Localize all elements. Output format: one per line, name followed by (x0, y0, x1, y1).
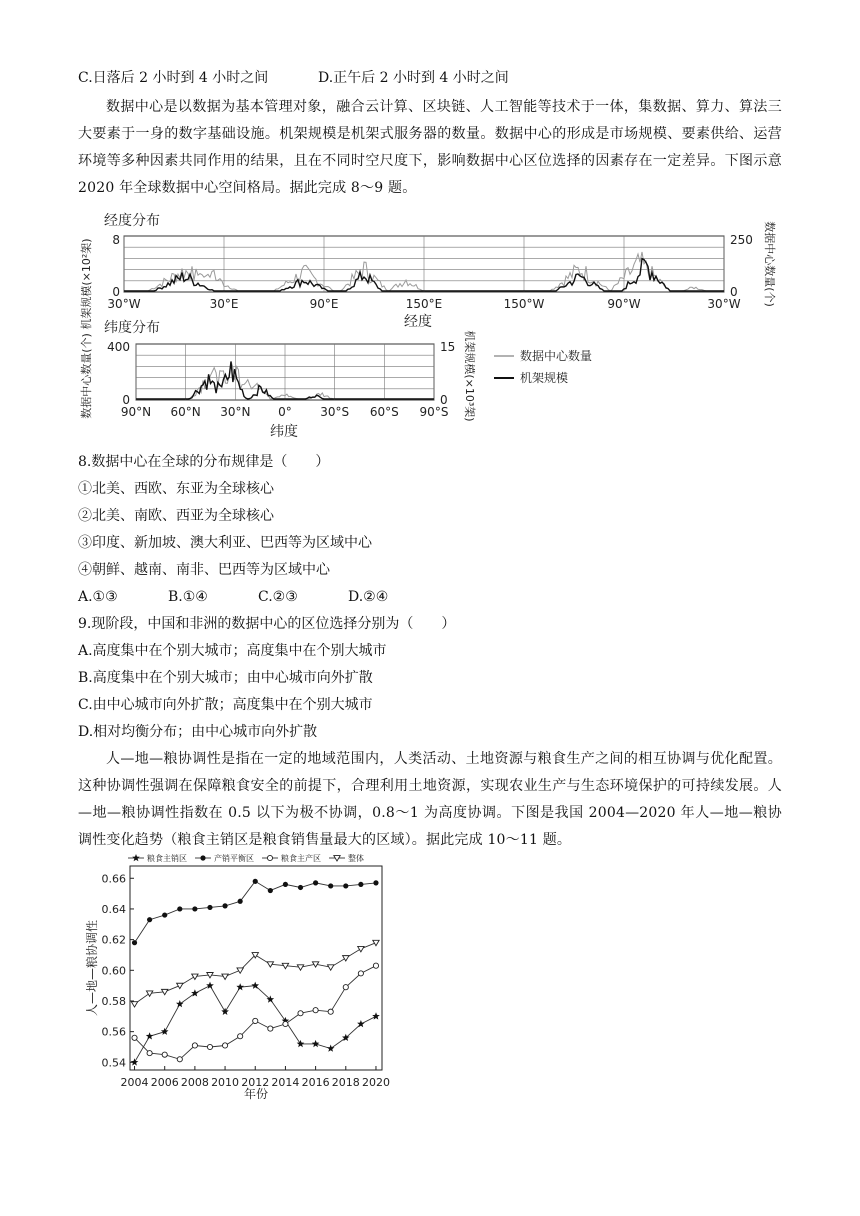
lat-right-axis-label: 机架规模(×10³架) (463, 330, 476, 422)
legend-label: 产销平衡区 (214, 854, 254, 863)
q8-item-1: ①北美、西欧、东亚为全球核心 (78, 481, 274, 497)
lon-tick-label: 30°W (107, 297, 141, 311)
data-point-open-circle (177, 1057, 182, 1062)
data-point-star (236, 983, 244, 990)
legend-label: 整体 (348, 854, 364, 863)
q7-option-c: C.日落后 2 小时到 4 小时之间 (78, 70, 269, 86)
data-point-open-triangle (177, 983, 183, 988)
q8-option-a: A.①③ (78, 589, 118, 605)
series-2 (132, 963, 379, 1062)
lon-title: 经度分布 (104, 213, 160, 229)
lat-tick-label: 0° (278, 405, 292, 419)
data-point-star (312, 1040, 320, 1047)
lat-tick-label: 90°N (120, 405, 152, 419)
passage-coordination: 人—地—粮协调性是指在一定的地域范围内，人类活动、土地资源与粮食生产之间的相互协调与优化配置。这种协调性强调在保障粮食安全的前提下，合理利用土地资源，实现农业生产与生态环境保护的可持续发展。人—地—粮协调性指数在 0.5 以下为极不协调，0.8～1 为高度协调。下图是我国 2004—2020 年人—地—粮协调性变化趋势（粮食主销区是粮食销售量最大的区域）。据此完成 10～11 题。 (78, 751, 782, 848)
data-point-open-circle (267, 855, 272, 860)
lat-tick-label: 30°S (320, 405, 350, 419)
lon-right-max: 250 (730, 233, 753, 247)
data-point-filled-circle (373, 880, 378, 885)
series-1 (132, 879, 379, 946)
data-point-filled-circle (177, 906, 182, 911)
passage-data-center: 数据中心是以数据为基本管理对象，融合云计算、区块链、人工智能等技术于一体，集数据、算力、算法三大要素于一身的数字基础设施。机架规模是机架式服务器的数量。数据中心的形成是市场规模、要素供给、运营环境等多种因素共同作用的结果，且在不同时空尺度下，影响数据中心区位选择的因素存在一定差异。下图示意 2020 年全球数据中心空间格局。据此完成 8～9 题。 (78, 99, 782, 196)
q9-option-b: B.高度集中在个别大城市；由中心城市向外扩散 (78, 670, 373, 686)
data-point-open-triangle (343, 956, 349, 961)
legend-rack-label: 机架规模 (520, 371, 569, 385)
data-point-open-circle (192, 1043, 197, 1048)
data-point-filled-circle (268, 888, 273, 893)
data-point-filled-circle (147, 917, 152, 922)
q8-item-4: ④朝鲜、越南、南非、巴西等为区域中心 (78, 562, 330, 578)
data-point-open-triangle (327, 965, 333, 970)
data-point-star (161, 1028, 169, 1035)
y-tick-label: 0.54 (101, 1056, 126, 1070)
data-point-open-circle (222, 1043, 227, 1048)
series-line (135, 966, 377, 1060)
data-point-filled-circle (192, 906, 197, 911)
q8-stem: 8.数据中心在全球的分布规律是（ ） (78, 454, 330, 470)
lon-tick-label: 150°W (503, 297, 545, 311)
data-point-open-triangle (237, 968, 243, 973)
lon-right-axis-label: 数据中心数量(个) (763, 221, 776, 307)
data-point-open-circle (313, 1008, 318, 1013)
q8-option-c: C.②③ (258, 589, 298, 605)
q8-item-2: ②北美、南欧、西亚为全球核心 (78, 508, 274, 524)
lat-xlabel: 纬度 (270, 424, 298, 440)
data-point-star (206, 982, 214, 989)
data-point-open-triangle (222, 974, 228, 979)
data-point-open-triangle (146, 991, 152, 996)
data-point-open-circle (268, 1026, 273, 1031)
lat-tick-label: 60°S (369, 405, 399, 419)
x-tick-label: 2010 (211, 1076, 240, 1089)
data-point-filled-circle (200, 855, 205, 860)
chart-ylabel: 人—地—粮协调性 (85, 919, 99, 1017)
data-point-star (372, 1012, 380, 1019)
data-point-open-circle (358, 971, 363, 976)
q9-option-d: D.相对均衡分布；由中心城市向外扩散 (78, 724, 318, 740)
q8-option-b: B.①④ (168, 589, 208, 605)
legend-count-label: 数据中心数量 (520, 349, 593, 363)
lat-right-zero: 0 (440, 393, 448, 407)
lon-tick-label: 150°E (405, 297, 443, 311)
series-line (135, 881, 377, 942)
lon-tick-label: 30°W (707, 297, 741, 311)
data-point-filled-circle (162, 912, 167, 917)
data-point-open-triangle (131, 1002, 137, 1007)
data-point-filled-circle (222, 903, 227, 908)
data-point-open-circle (238, 1034, 243, 1039)
lat-left-zero: 0 (122, 393, 130, 407)
data-point-filled-circle (132, 940, 137, 945)
data-point-open-circle (253, 1018, 258, 1023)
data-point-open-triangle (297, 965, 303, 970)
lon-left-axis-label: 机架规模(×10²架) (80, 238, 93, 330)
data-point-open-circle (343, 985, 348, 990)
data-point-star (132, 854, 140, 861)
data-center-distribution-figure (78, 206, 778, 442)
y-tick-label: 0.62 (101, 933, 126, 947)
data-point-open-circle (147, 1051, 152, 1056)
data-point-filled-circle (358, 882, 363, 887)
lat-tick-label: 90°S (419, 405, 449, 419)
data-point-filled-circle (238, 899, 243, 904)
lon-left-zero: 0 (112, 285, 120, 299)
y-tick-label: 0.58 (101, 994, 126, 1008)
q7-option-d: D.正午后 2 小时到 4 小时之间 (318, 70, 509, 86)
lat-right-max: 15 (440, 340, 456, 354)
lon-tick-label: 90°E (309, 297, 339, 311)
legend-label: 粮食主销区 (147, 854, 187, 863)
data-point-open-triangle (192, 974, 198, 979)
x-tick-label: 2012 (241, 1076, 270, 1089)
data-point-open-triangle (373, 940, 379, 945)
x-tick-label: 2014 (271, 1076, 300, 1089)
data-point-open-circle (162, 1052, 167, 1057)
lon-tick-label: 30°E (209, 297, 239, 311)
x-tick-label: 2008 (180, 1076, 209, 1089)
data-point-star (327, 1045, 335, 1052)
q9-stem: 9.现阶段，中国和非洲的数据中心的区位选择分别为（ ） (78, 616, 456, 632)
lon-tick-label: 90°W (607, 297, 641, 311)
q9-option-a: A.高度集中在个别大城市；高度集中在个别大城市 (78, 643, 387, 659)
lat-left-axis-label: 数据中心数量(个) (80, 333, 93, 419)
data-point-filled-circle (343, 883, 348, 888)
data-point-star (221, 1008, 229, 1015)
data-point-star (176, 1000, 184, 1007)
data-point-open-circle (207, 1044, 212, 1049)
data-point-open-circle (373, 963, 378, 968)
q8-item-3: ③印度、新加坡、澳大利亚、巴西等为区域中心 (78, 535, 372, 551)
y-tick-label: 0.66 (101, 872, 126, 886)
x-tick-label: 2018 (331, 1076, 360, 1089)
data-point-open-circle (298, 1011, 303, 1016)
data-point-star (146, 1032, 154, 1039)
y-tick-label: 0.64 (101, 902, 126, 916)
q9-option-c: C.由中心城市向外扩散；高度集中在个别大城市 (78, 697, 373, 713)
chart-xlabel: 年份 (243, 1087, 269, 1101)
lat-title: 纬度分布 (104, 320, 160, 336)
lat-tick-label: 60°N (170, 405, 201, 419)
series-3 (131, 940, 379, 1007)
lat-left-max: 400 (107, 340, 130, 354)
data-point-star (297, 1040, 305, 1047)
x-tick-label: 2020 (361, 1076, 390, 1089)
y-tick-label: 0.56 (101, 1025, 126, 1039)
x-tick-label: 2016 (301, 1076, 330, 1089)
x-tick-label: 2006 (150, 1076, 179, 1089)
series-line (135, 943, 377, 1004)
data-point-filled-circle (253, 879, 258, 884)
data-point-filled-circle (283, 882, 288, 887)
data-point-filled-circle (313, 880, 318, 885)
data-point-open-circle (283, 1021, 288, 1026)
data-point-open-triangle (358, 946, 364, 951)
q8-option-d: D.②④ (348, 589, 389, 605)
data-point-filled-circle (328, 883, 333, 888)
data-point-filled-circle (207, 905, 212, 910)
lon-left-max: 8 (112, 233, 120, 247)
data-point-open-circle (132, 1035, 137, 1040)
x-tick-label: 2004 (120, 1076, 149, 1089)
coordination-line-chart (78, 852, 398, 1102)
data-point-filled-circle (298, 885, 303, 890)
lat-tick-label: 30°N (220, 405, 251, 419)
lon-xlabel: 经度 (404, 314, 432, 330)
legend-label: 粮食主产区 (281, 854, 321, 863)
y-tick-label: 0.60 (101, 964, 126, 978)
lon-right-zero: 0 (730, 285, 738, 299)
data-point-open-circle (328, 1009, 333, 1014)
data-point-star (131, 1058, 139, 1065)
